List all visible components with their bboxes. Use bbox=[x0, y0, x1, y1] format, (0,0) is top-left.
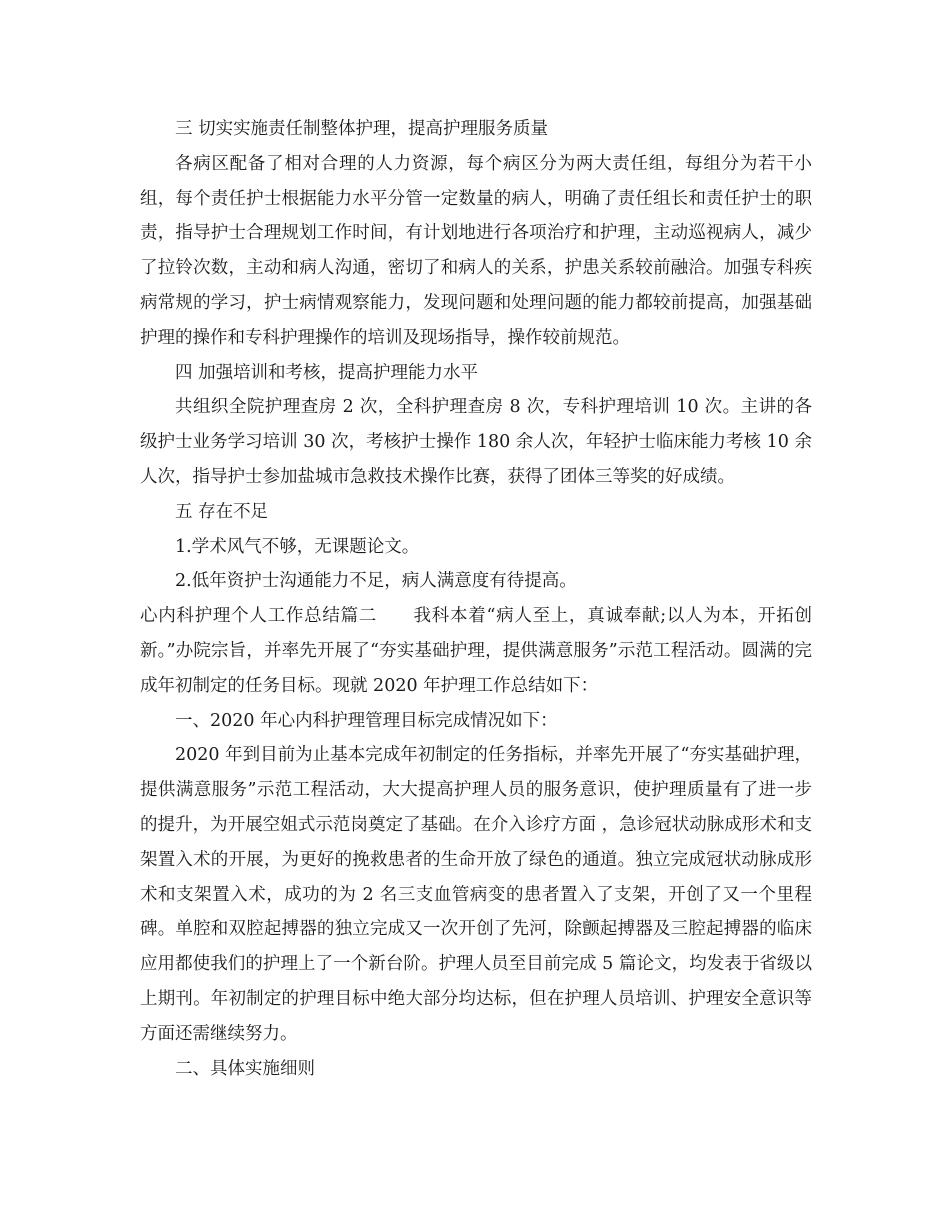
section-heading-4: 四 加强培训和考核，提高护理能力水平 bbox=[175, 362, 479, 383]
list-item: 1.学术风气不够，无课题论文。 bbox=[175, 536, 420, 557]
body-paragraph: 共组织全院护理查房 2 次，全科护理查房 8 次，专科护理培训 10 次。主讲的各级护士业务学习培训 30 次，考核护士操作 180 余人次，年轻护士临床能力考核 10 余人次，指导护士参加盐城市急救技术操作比赛，获得了团体三等奖的好成绩。 bbox=[140, 397, 812, 487]
article-two-intro: 心内科护理个人工作总结篇二 我科本着“病人至上，真诚奉献;以人为本，开拓创新。”办院宗旨，并率先开展了“夯实基础护理，提供满意服务”示范工程活动。圆满的完成年初制定的任务目标。现就 2020 年护理工作总结如下： bbox=[140, 606, 812, 696]
document-body bbox=[140, 112, 812, 1086]
body-paragraph: 各病区配备了相对合理的人力资源，每个病区分为两大责任组，每组分为若干小组，每个责任护士根据能力水平分管一定数量的病人，明确了责任组长和责任护士的职责，指导护士合理规划工作时间，有计划地进行各项治疗和护理，主动巡视病人，减少了拉铃次数，主动和病人沟通，密切了和病人的关系，护患关系较前融洽。加强专科疾病常规的学习，护士病情观察能力，发现问题和处理问题的能力都较前提高，加强基础护理的操作和专科护理操作的培训及现场指导，操作较前规范。 bbox=[140, 153, 812, 348]
section-heading-5: 五 存在不足 bbox=[175, 501, 269, 522]
list-item: 2.低年资护士沟通能力不足，病人满意度有待提高。 bbox=[175, 571, 577, 592]
subsection-heading-2: 二、具体实施细则 bbox=[175, 1058, 315, 1079]
section-heading-3: 三 切实实施责任制整体护理，提高护理服务质量 bbox=[175, 119, 549, 139]
subsection-heading-1: 一、2020 年心内科护理管理目标完成情况如下： bbox=[175, 710, 558, 731]
body-paragraph: 2020 年到目前为止基本完成年初制定的任务指标，并率先开展了“夯实基础护理，提供满意服务”示范工程活动，大大提高护理人员的服务意识，使护理质量有了进一步的提升，为开展空姐式示范岗奠定了基础。在介入诊疗方面 ，急诊冠状动脉成形术和支架置入术的开展，为更好的挽救患者的生命开放了绿色的通道。独立完成冠状动脉成形术和支架置入术，成功的为 2 名三支血管病变的患者置入了支架，开创了又一个里程碑。单腔和双腔起搏器的独立完成又一次开创了先河，除颤起搏器及三腔起搏器的临床应用都使我们的护理上了一个新台阶。护理人员至目前完成 5 篇论文，均发表于省级以上期刊。年初制定的护理目标中绝大部分均达标，但在护理人员培训、护理安全意识等方面还需继续努力。 bbox=[140, 745, 812, 1044]
